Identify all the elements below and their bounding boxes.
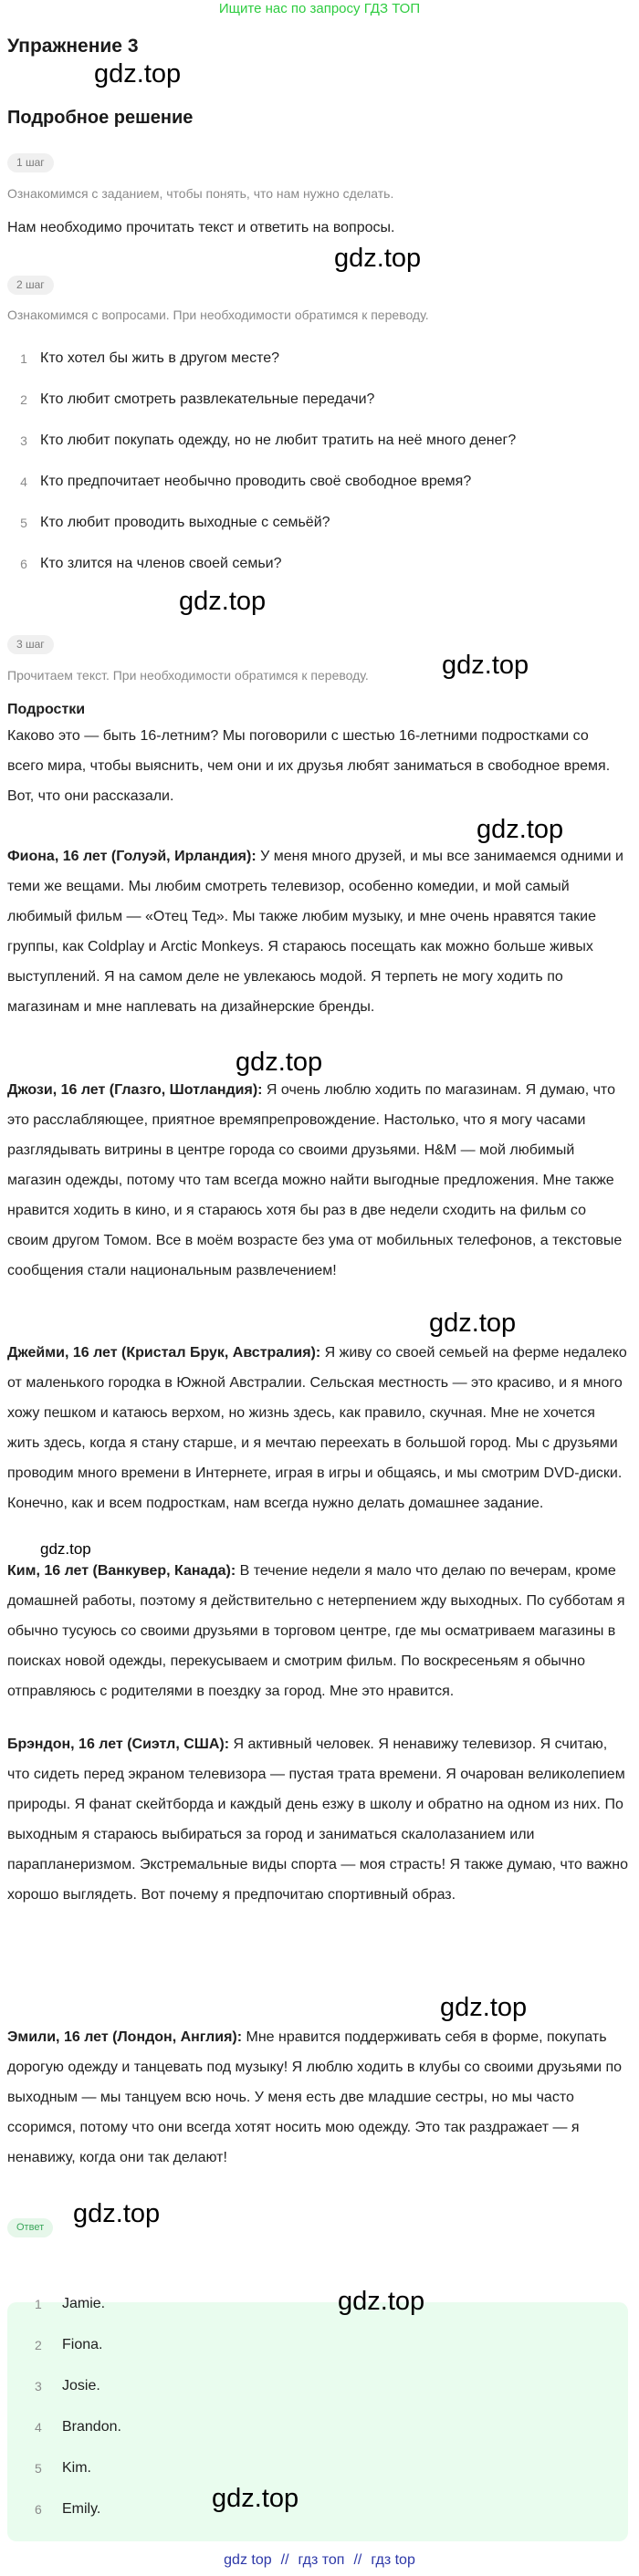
step-1-badge: 1 шаг	[7, 153, 54, 172]
teen-name: Джози, 16 лет (Глазго, Шотландия):	[7, 1082, 263, 1098]
footer-link[interactable]: гдз top	[371, 2552, 415, 2568]
answer-text: Josie.	[62, 2378, 100, 2393]
watermark: gdz.top	[73, 2199, 161, 2228]
step-3-muted: Прочитаем текст. При необходимости обратимся к переводу.	[7, 668, 369, 683]
footer-link[interactable]: гдз топ	[298, 2552, 345, 2568]
list-item: 2 Fiona.	[35, 2335, 121, 2376]
teen-paragraph-jamie	[7, 1338, 628, 1518]
footer-separator: //	[280, 2552, 289, 2568]
teen-text: Я очень люблю ходить по магазинам. Я думаю, что это расслабляющее, приятное времяпрепровождение. Настолько, что я могу часами разглядывать витрины в центре города со своими друзьями. H&M — мой любимый магазин одежды, потому что там всегда можно найти выгодные предложения. Мне также нравится ходить в кино, и я стараюсь хотя бы раз в две недели сходить на фильм со своим другом Томом. Все в моём возрасте без ума от мобильных телефонов, а текстовые сообщения стали национальным развлечением!	[7, 1082, 623, 1278]
teen-paragraph-fiona	[7, 841, 628, 1022]
step-2-muted: Ознакомимся с вопросами. При необходимости обратимся к переводу.	[7, 308, 429, 322]
watermark: gdz.top	[236, 1048, 323, 1077]
list-item: 6 Кто злится на членов своей семьи?	[7, 554, 592, 595]
teen-name: Ким, 16 лет (Ванкувер, Канада):	[7, 1563, 236, 1579]
teen-text: Я активный человек. Я ненавижу телевизор. Я считаю, что сидеть перед экраном телевизора — пустая трата времени. Я очарован великолепием природы. Я фанат скейтборда и каждый день езжу в школу и обратно на одном из них. По выходным я стараюсь выбираться за город и заниматься скалолазанием или парапланеризмом. Экстремальные виды спорта — моя страсть! Я также думаю, что важно хорошо выглядеть. Вот почему я предпочитаю спортивный образ.	[7, 1736, 628, 1903]
teen-text: В течение недели я мало что делаю по вечерам, кроме домашней работы, поэтому я действительно с нетерпением жду выходных. По субботам я обычно тусуюсь со своими друзьями в торговом центре, где мы осматриваем магазины в поисках новой одежды, перекусываем и смотрим фильм. По воскресеньям я обычно отправляюсь с родителями в поездку за город. Мне это нравится.	[7, 1563, 625, 1699]
teen-paragraph-emily	[7, 2022, 628, 2173]
question-text: Кто злится на членов своей семьи?	[40, 556, 282, 571]
answer-text: Emily.	[62, 2501, 101, 2517]
teen-text: У меня много друзей, и мы все занимаемся одними и теми же вещами. Мы любим смотреть телевизор, особенно комедии, и мой самый любимый фильм — «Отец Тед». Мы также любим музыку, и мне очень нравятся такие группы, как Coldplay и Arctic Monkeys. Я стараюсь посещать как можно больше живых выступлений. Я на самом деле не увлекаюсь модой. Я терпеть не могу ходить по магазинам и мне наплевать на дизайнерские бренды.	[7, 849, 623, 1015]
watermark: gdz.top	[477, 815, 564, 844]
list-item: 5 Кто любит проводить выходные с семьёй?	[7, 513, 592, 554]
watermark: gdz.top	[338, 2287, 425, 2316]
intro-paragraph: Каково это — быть 16-летним? Мы поговорили с шестью 16-летними подростками со всего мира, чтобы выяснить, чем они и их друзья любят заниматься в свободное время. Вот, что они рассказали.	[7, 728, 611, 804]
teen-paragraph-brandon	[7, 1729, 628, 1910]
page-title: Упражнение 3	[7, 36, 139, 57]
watermark: gdz.top	[179, 587, 267, 616]
footer-links	[0, 2550, 639, 2571]
questions-list	[7, 349, 592, 595]
list-item: 4 Кто предпочитает необычно проводить своё свободное время?	[7, 472, 592, 513]
answer-badge: Ответ	[7, 2218, 53, 2237]
list-item: 3 Josie.	[35, 2376, 121, 2417]
watermark: gdz.top	[442, 651, 529, 680]
footer-separator: //	[353, 2552, 362, 2568]
list-item: 2 Кто любит смотреть развлекательные передачи?	[7, 390, 592, 431]
answer-text: Jamie.	[62, 2296, 106, 2311]
teen-text: Мне нравится поддерживать себя в форме, покупать дорогую одежду и танцевать под музыку! Я люблю ходить в клубы со своими друзьями по выходным — мы танцуем всю ночь. У меня есть две младшие сестры, но мы часто ссоримся, потому что они всегда хотят носить мою одежду. Это так раздражает — я ненавижу, когда они так делают!	[7, 2029, 623, 2165]
answer-text: Brandon.	[62, 2419, 121, 2435]
question-text: Кто любит смотреть развлекательные передачи?	[40, 391, 375, 407]
watermark: gdz.top	[429, 1309, 517, 1338]
list-item: 1 Jamie.	[35, 2294, 121, 2335]
watermark: gdz.top	[94, 59, 182, 89]
teen-name: Эмили, 16 лет (Лондон, Англия):	[7, 2029, 243, 2045]
teen-name: Джейми, 16 лет (Кристал Брук, Австралия):	[7, 1345, 321, 1361]
step-2-badge: 2 шаг	[7, 276, 54, 295]
text-heading: Подростки	[7, 702, 86, 717]
teen-name: Брэндон, 16 лет (Сиэтл, США):	[7, 1736, 230, 1752]
question-text: Кто предпочитает необычно проводить своё свободное время?	[40, 474, 472, 489]
step-1-text: Нам необходимо прочитать текст и ответить на вопросы.	[7, 220, 395, 235]
page-subtitle: Подробное решение	[7, 108, 194, 128]
answer-text: Fiona.	[62, 2337, 103, 2352]
top-search-link[interactable]: Ищите нас по запросу ГДЗ ТОП	[218, 1, 421, 16]
teen-paragraph-josie	[7, 1075, 628, 1286]
list-item: 6 Emily.	[35, 2499, 121, 2540]
step-1-muted: Ознакомимся с заданием, чтобы понять, что нам нужно сделать.	[7, 186, 394, 201]
teen-name: Фиона, 16 лет (Голуэй, Ирландия):	[7, 849, 257, 864]
answer-list	[35, 2294, 121, 2540]
list-item: 4 Brandon.	[35, 2417, 121, 2458]
question-text: Кто любит покупать одежду, но не любит тратить на неё много денег?	[40, 433, 517, 448]
teen-text: Я живу со своей семьей на ферме недалеко от маленького городка в Южной Австралии. Сельская местность — это красиво, и я много хожу пешком и катаюсь верхом, но жизнь здесь, как правило, скучная. Мне не хочется жить здесь, когда я стану старше, и я мечтаю переехать в большой город. Мы с друзьями проводим много времени в Интернете, играя в игры и общаясь, и мы смотрим DVD-диски. Конечно, как и всем подросткам, нам всегда нужно делать домашнее задание.	[7, 1345, 627, 1511]
watermark: gdz.top	[212, 2484, 299, 2513]
list-item: 1 Кто хотел бы жить в другом месте?	[7, 349, 592, 390]
watermark: gdz.top	[40, 1540, 91, 1558]
answer-text: Kim.	[62, 2460, 91, 2476]
list-item: 3 Кто любит покупать одежду, но не любит тратить на неё много денег?	[7, 431, 592, 472]
step-3-badge: 3 шаг	[7, 635, 54, 654]
watermark: gdz.top	[440, 1993, 528, 2022]
question-text: Кто любит проводить выходные с семьёй?	[40, 515, 330, 530]
list-item: 5 Kim.	[35, 2458, 121, 2499]
teen-paragraph-kim	[7, 1556, 628, 1706]
footer-link[interactable]: gdz top	[224, 2552, 272, 2568]
watermark: gdz.top	[334, 244, 422, 273]
question-text: Кто хотел бы жить в другом месте?	[40, 350, 280, 366]
